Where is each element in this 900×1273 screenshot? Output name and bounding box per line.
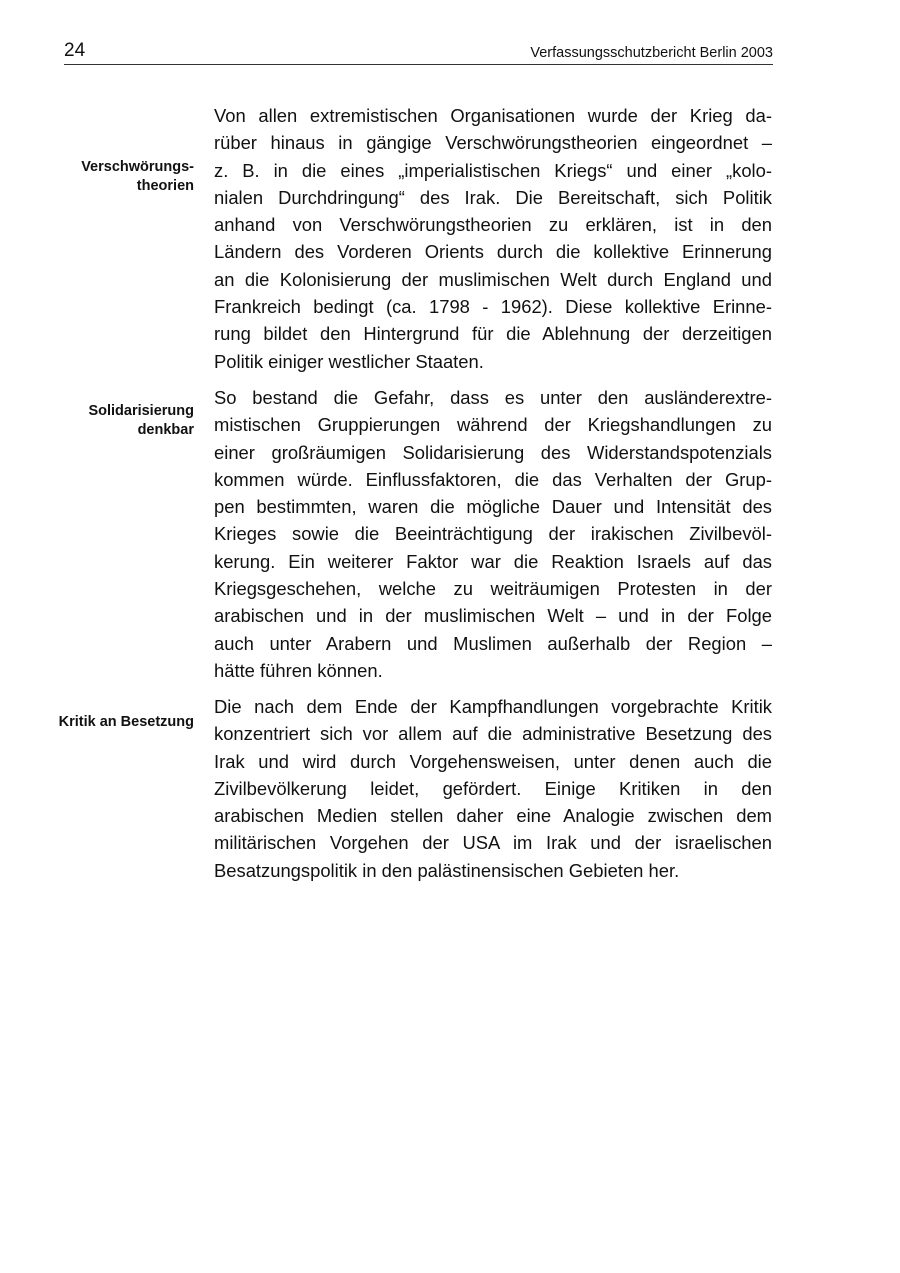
text-line: kommen würde. Einflussfaktoren, die das Verhalten der Grup- — [214, 468, 772, 490]
page-header — [64, 40, 773, 65]
page-number: 24 — [64, 40, 86, 61]
text-line: Die nach dem Ende der Kampfhandlungen vorgebrachte Kritik — [214, 696, 772, 717]
paragraph — [214, 384, 772, 684]
text-line: Von allen extremistischen Organisationen wurde der Krieg da- — [214, 105, 772, 126]
text-line: auch unter Arabern und Muslimen außerhalb der Region – — [214, 632, 772, 654]
text-line: Irak und wird durch Vorgehensweisen, unter denen auch die — [214, 750, 772, 772]
margin-note-line: Solidarisierung — [88, 403, 194, 419]
paragraph — [214, 693, 772, 884]
text-line: Ländern des Vorderen Orients durch die kollektive Erinnerung — [214, 241, 772, 263]
text-line: an die Kolonisierung der muslimischen Welt durch England und — [214, 268, 772, 290]
text-line: arabischen Medien stellen daher eine Analogie zwischen dem — [214, 805, 772, 827]
paragraph — [214, 102, 772, 375]
text-line: Krieges sowie die Beeinträchtigung der irakischen Zivilbevöl- — [214, 523, 772, 545]
text-line: z. B. in die eines „imperialistischen Kriegs“ und einer „kolo- — [214, 159, 772, 181]
text-line: So bestand die Gefahr, dass es unter den ausländerextre- — [214, 387, 772, 408]
text-line: mistischen Gruppierungen während der Kriegshandlungen zu — [214, 414, 772, 436]
margin-note-line: denkbar — [137, 422, 194, 438]
margin-note — [4, 402, 194, 440]
running-title: Verfassungsschutzbericht Berlin 2003 — [530, 45, 773, 61]
text-line: rüber hinaus in gängige Verschwörungstheorien eingeordnet – — [214, 132, 772, 154]
text-line: rung bildet den Hintergrund für die Ablehnung der derzeitigen — [214, 323, 772, 345]
margin-note — [4, 713, 194, 732]
text-line: pen bestimmten, waren die mögliche Dauer und Intensität des — [214, 496, 772, 518]
text-line: kerung. Ein weiterer Faktor war die Reaktion Israels auf das — [214, 550, 772, 572]
text-line: hätte führen können. — [214, 659, 383, 681]
text-line: anhand von Verschwörungstheorien zu erklären, ist in den — [214, 214, 772, 236]
text-line: Politik einiger westlicher Staaten. — [214, 350, 484, 372]
text-line: nialen Durchdringung“ des Irak. Die Bereitschaft, sich Politik — [214, 186, 772, 208]
text-line: Besatzungspolitik in den palästinensischen Gebieten her. — [214, 859, 680, 881]
text-line: Zivilbevölkerung leidet, gefördert. Einige Kritiken in den — [214, 777, 772, 799]
text-line: militärischen Vorgehen der USA im Irak und der israelischen — [214, 832, 772, 854]
text-line: Frankreich bedingt (ca. 1798 - 1962). Diese kollektive Erinne- — [214, 296, 772, 318]
text-line: konzentriert sich vor allem auf die administrative Besetzung des — [214, 723, 772, 745]
margin-note-line: Verschwörungs- — [81, 159, 194, 175]
text-line: einer großräumigen Solidarisierung des Widerstandspotenzials — [214, 441, 772, 463]
text-line: Kriegsgeschehen, welche zu weiträumigen Protesten in der — [214, 578, 772, 600]
margin-note — [4, 158, 194, 196]
margin-note-line: theorien — [136, 178, 194, 194]
text-line: arabischen und in der muslimischen Welt – und in der Folge — [214, 605, 772, 627]
margin-note-line: Kritik an Besetzung — [58, 714, 194, 730]
